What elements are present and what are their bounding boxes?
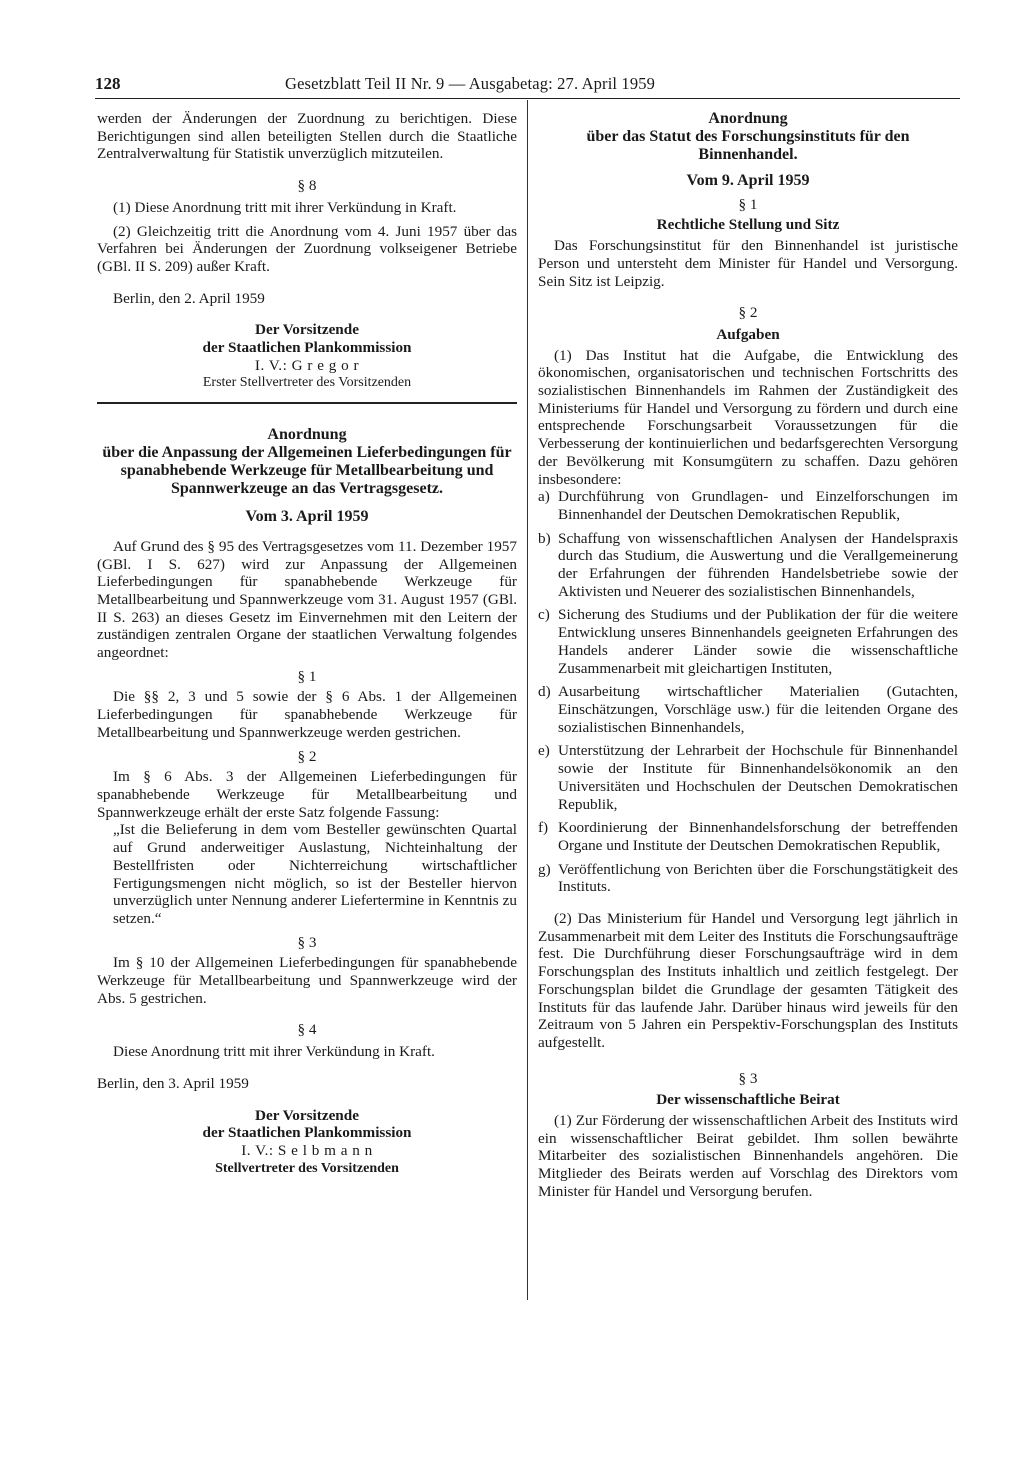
place-date-2: Berlin, den 3. April 1959 bbox=[97, 1074, 249, 1092]
ordinance-2-s4-title: § 4 bbox=[297, 1021, 317, 1039]
r-s3-title: § 3 bbox=[738, 1069, 758, 1087]
ordinance-2-subject: über die Anpassung der Allgemeinen Lieferbedingungen für spanabhebende Werkzeuge für Metallbearbeitung und Spannwerkzeuge an das Vertragsgesetz. bbox=[102, 444, 512, 498]
signature-1-office-2: der Staatlichen Plankommission bbox=[202, 339, 412, 357]
signature-2-office: Der Vorsitzende bbox=[255, 1106, 359, 1124]
ordinance-2-s3-title: § 3 bbox=[297, 933, 317, 951]
ordinance-2-s2-quote: „Ist die Belieferung in dem vom Besteller gewünschten Quartal auf Grund anderweitiger Auslastung, Nichteinhaltung der Bestellfristen oder Nichterreichung wirtschaftlicher Fertigungsmengen nicht möglich, so ist der Besteller hiervon unverzüglich unter Nennung anderer Liefertermine in Kenntnis zu setzen.“ bbox=[113, 821, 517, 927]
list-item: a) Durchführung von Grundlagen- und Einzelforschungen im Binnenhandel der Deutschen Demokratischen Republik, bbox=[538, 488, 958, 523]
header-rule bbox=[95, 98, 960, 99]
signature-2-name: I. V.: S e l b m a n n bbox=[241, 1141, 373, 1159]
section-8-paragraph-1: (1) Diese Anordnung tritt mit ihrer Verkündung in Kraft. bbox=[113, 198, 457, 216]
r-s1-heading: Rechtliche Stellung und Sitz bbox=[656, 216, 840, 234]
r-s2-heading: Aufgaben bbox=[716, 325, 780, 343]
task-list bbox=[538, 488, 958, 896]
list-item: g) Veröffentlichung von Berichten über die Forschungstätigkeit des Instituts. bbox=[538, 860, 958, 896]
ordinance-2-s3-text: Im § 10 der Allgemeinen Lieferbedingungen für spanabhebende Werkzeuge für Metallbearbeitung und Spannwerkzeuge wird der Abs. 5 gestrichen. bbox=[97, 954, 517, 1007]
right-column bbox=[538, 110, 958, 1201]
signature-2-office-2: der Staatlichen Plankommission bbox=[202, 1124, 412, 1142]
ordinance-2-word: Anordnung bbox=[267, 426, 347, 444]
page-number: 128 bbox=[95, 74, 121, 93]
r-s2-title: § 2 bbox=[738, 304, 758, 322]
ordinance-2-date: Vom 3. April 1959 bbox=[245, 508, 369, 526]
list-item: d) Ausarbeitung wirtschaftlicher Materialien (Gutachten, Einschätzungen, Vorschläge usw.) für die leitenden Organe des sozialistischen Binnenhandels, bbox=[538, 683, 958, 736]
ordinance-3-word: Anordnung bbox=[708, 110, 788, 127]
section-8-title: § 8 bbox=[297, 177, 317, 195]
ordinance-3-subject: über das Statut des Forschungsinstituts für den Binnenhandel. bbox=[586, 128, 910, 163]
signature-1-office: Der Vorsitzende bbox=[255, 321, 359, 339]
r-s2-paragraph-2: (2) Das Ministerium für Handel und Versorgung legt jährlich in Zusammenarbeit mit dem Leiter des Instituts die Forschungsaufträge fest. Die Durchführung dieser Forschungsaufträge wird in dem Forschungsplan des Instituts inhaltlich und zeitlich festgelegt. Der Forschungsplan bildet die Grundlage der gesamten Tätigkeit des Instituts für das laufende Jahr. Darüber hinaus wird jeweils für den Zeitraum von 5 Jahren ein Perspektiv-Forschungsplan des Instituts aufgestellt. bbox=[538, 910, 958, 1051]
column-divider bbox=[527, 100, 528, 1300]
r-s2-paragraph-1: (1) Das Institut hat die Aufgabe, die Entwicklung des ökonomischen, organisatorischen und technischen Fortschritts des sozialistischen Binnenhandels im Rahmen der Zuständigkeit des Ministeriums für Handel und Versorgung zu fördern und durch eine entsprechende Forschungsarbeit Voraussetzungen für die Verbesserung der kontinuierlichen und bedarfsgerechten Versorgung der Bevölkerung mit Konsumgütern zu schaffen. Dazu gehören insbesondere: bbox=[538, 346, 958, 488]
page-header: Gesetzblatt Teil II Nr. 9 — Ausgabetag: 27. April 1959 bbox=[285, 74, 656, 93]
list-item: c) Sicherung des Studiums und der Publikation der für die weitere Entwicklung unseres Binnenhandels geeigneten Erfahrungen des Handels anderer Länder sowie die wissenschaftliche Zusammenarbeit mit gleichartigen Instituten, bbox=[538, 606, 958, 677]
section-8-paragraph-2: (2) Gleichzeitig tritt die Anordnung vom 4. Juni 1957 über das Verfahren bei Änderungen der Zuordnung volkseigener Betriebe (GBl. II S. 209) außer Kraft. bbox=[97, 222, 517, 275]
ordinance-2-s4-text: Diese Anordnung tritt mit ihrer Verkündung in Kraft. bbox=[113, 1043, 435, 1061]
ordinance-2-s1-text: Die §§ 2, 3 und 5 sowie der § 6 Abs. 1 der Allgemeinen Lieferbedingungen für spanabhebende Werkzeuge für Metallbearbeitung und Spannwerkzeuge werden gestrichen. bbox=[97, 688, 517, 741]
r-s3-heading: Der wissenschaftliche Beirat bbox=[656, 1091, 840, 1109]
ordinance-2-s2-text: Im § 6 Abs. 3 der Allgemeinen Lieferbedingungen für spanabhebende Werkzeuge für Metallbearbeitung und Spannwerkzeuge erhält der erste Satz folgende Fassung: bbox=[97, 768, 517, 821]
ordinance-2-s1-title: § 1 bbox=[297, 667, 317, 685]
list-item: b) Schaffung von wissenschaftlichen Analysen der Handelspraxis durch das Studium, die Auswertung und die Verallgemeinerung der Erfahrungen der führenden Handelsbetriebe sowie der Aktivisten und Neuerer des sozialistischen Binnenhandels, bbox=[538, 529, 958, 600]
list-item: f) Koordinierung der Binnenhandelsforschung der betreffenden Organe und Institute der Deutschen Demokratischen Republik, bbox=[538, 819, 958, 854]
section-divider bbox=[97, 402, 517, 404]
r-s3-paragraph-1: (1) Zur Förderung der wissenschaftlichen Arbeit des Instituts wird ein wissenschaftlicher Beirat gebildet. Ihm sollen bewährte Mitarbeiter des sozialistischen Binnenhandels angehören. Die Mitglieder des Beirats werden auf Vorschlag des Direktors vom Minister für Handel und Versorgung berufen. bbox=[538, 1112, 958, 1200]
left-column bbox=[97, 110, 517, 1177]
ordinance-2-preamble: Auf Grund des § 95 des Vertragsgesetzes vom 11. Dezember 1957 (GBl. I S. 627) wird zur Anpassung der Allgemeinen Lieferbedingungen für spanabhebende Werkzeuge für Metallbearbeitung und Spannwerkzeuge vom 31. August 1957 (GBl. II S. 263) an dieses Gesetz im Einvernehmen mit den Leitern der zuständigen zentralen Organe der staatlichen Verwaltung folgendes angeordnet: bbox=[97, 537, 517, 662]
signature-2-title: Stellvertreter des Vorsitzenden bbox=[215, 1160, 399, 1176]
place-date-1: Berlin, den 2. April 1959 bbox=[113, 289, 265, 307]
continuation-paragraph: werden der Änderungen der Zuordnung zu berichtigen. Diese Berichtigungen sind allen beteiligten Stellen durch die Staatliche Zentralverwaltung für Statistik unverzüglich mitzuteilen. bbox=[97, 110, 517, 163]
signature-1-name: I. V.: G r e g o r bbox=[254, 356, 360, 374]
signature-1-title: Erster Stellvertreter des Vorsitzenden bbox=[202, 375, 412, 391]
ordinance-3-date: Vom 9. April 1959 bbox=[686, 172, 810, 189]
ordinance-2-s2-title: § 2 bbox=[297, 747, 317, 765]
r-s1-title: § 1 bbox=[738, 195, 758, 213]
r-s1-text: Das Forschungsinstitut für den Binnenhandel ist juristische Person und untersteht dem Minister für Handel und Versorgung. Sein Sitz ist Leipzig. bbox=[538, 237, 958, 290]
list-item: e) Unterstützung der Lehrarbeit der Hochschule für Binnenhandel sowie der Institute für Binnenhandelsökonomik an den Universitäten und Hochschulen der Deutschen Demokratischen Republik, bbox=[538, 742, 958, 813]
